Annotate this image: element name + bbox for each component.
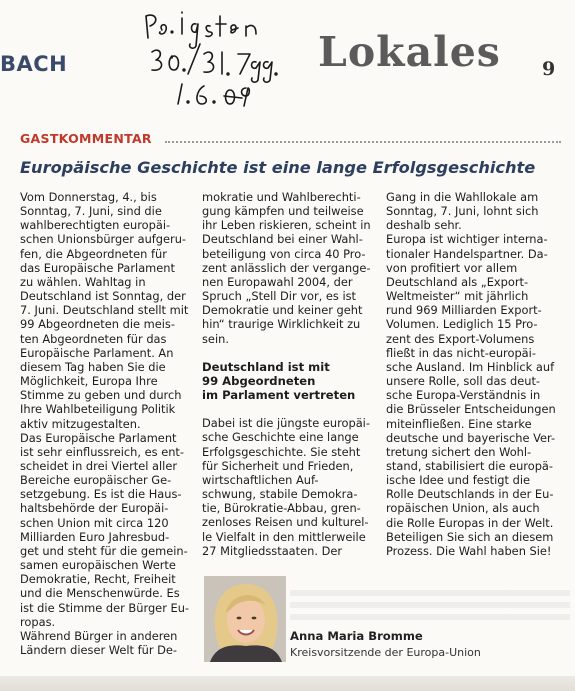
- paragraph: Vom Donnerstag, 4., bis Sonntag, 7. Juni, sind die wahlberechtigten europäi- schen Unionsbürger aufgeru- fen, die Abgeordneten für das Europäische Parlament zu wählen. Wahltag in Deutschland ist Sonntag, der 7. Juni. Deutschland stellt mit 99 Abgeordneten die meis- ten Abgeordneten für das Europäische Parlament. An diesem Tag haben Sie die Möglichkeit, Europa Ihre Stimme zu geben und durch Ihre Wahlbeteiligung Politik aktiv mitzugestalten.: [20, 190, 189, 431]
- article-subhead: Deutschland ist mit 99 Abgeordneten im Parlament vertreten: [202, 359, 356, 403]
- paragraph: Dabei ist die jüngste europäi- sche Geschichte eine lange Erfolgsgeschichte. Sie steht für Sicherheit und Frieden, wirtschaftlichen Auf- schwung, stabile Demokra- tie, Bürokratie-Abbau, gren- zenloses Reisen und kulturel- le Vielfalt in den mittlerweile 27 Mitgliedsstaaten. Der: [202, 416, 370, 558]
- page-bottom-edge: [0, 676, 575, 691]
- paragraph: Das Europäische Parlament ist sehr einflussreich, es ent- scheidet in drei Viertel aller Bereiche europäischer Ge- setzgebung. Es ist die Haus- haltsbehörde der Europäi- schen Union mit circa 120 Milliarden Euro Jahresbud- get und steht für die gemein- samen europäischen Werte Demokratie, Recht, Freiheit und die Menschenwürde. Es ist die Stimme der Bürger Eu- ropas.: [20, 430, 190, 629]
- article-column-3: [386, 190, 558, 558]
- author-role: Kreisvorsitzende der Europa-Union: [290, 646, 481, 659]
- page-number: 9: [542, 58, 556, 80]
- article-column-2: [202, 190, 377, 558]
- section-label: GASTKOMMENTAR: [20, 131, 152, 146]
- section-fragment: BACH: [0, 52, 68, 76]
- paragraph: Europa ist wichtiger interna- tionaler Handelspartner. Da- von profitiert vor allem Deutschland als „Export- Weltmeister“ mit jährlich rund 969 Milliarden Export- Volumen. Lediglich 15 Pro- zent des Export-Volumens fließt in das nicht-europäi- sche Ausland. Im Hinblick auf unsere Rolle, soll das deut- sche Europa-Verständnis in die Brüsseler Entscheidungen miteinfließen. Eine starke deutsche und bayerische Ver- tretung sichert den Wohl- stand, stabilisiert die europä- ische Idee und festigt die Rolle Deutschlands in der Eu- ropäischen Union, als auch die Rolle Europas in der Welt. Beteiligen Sie sich an diesem Prozess. Die Wahl haben Sie!: [386, 232, 556, 558]
- paragraph: Während Bürger in anderen Ländern dieser Welt für De-: [20, 628, 178, 657]
- paragraph: mokratie und Wahlberechti- gung kämpfen und teilweise ihr Leben riskieren, scheint in Deutschland bei einer Wahl- beteiligung von circa 40 Pro- zent anlässlich der vergange- nen Europawahl 2004, der Spruch „Stell Dir vor, es ist Demokratie und keiner geht hin“ traurige Wirklichkeit zu sein.: [202, 190, 371, 346]
- author-photo: [204, 576, 286, 662]
- article-column-1: [20, 190, 195, 657]
- article-headline: Europäische Geschichte ist eine lange Erfolgsgeschichte: [20, 158, 536, 177]
- page-section-title: Lokales: [318, 28, 501, 76]
- background-bleed: [290, 590, 570, 620]
- paragraph: Gang in die Wahllokale am Sonntag, 7. Juni, lohnt sich deshalb sehr.: [386, 190, 539, 233]
- dotted-rule: [165, 141, 561, 143]
- handwritten-note: [138, 4, 308, 108]
- author-name: Anna Maria Bromme: [290, 629, 423, 643]
